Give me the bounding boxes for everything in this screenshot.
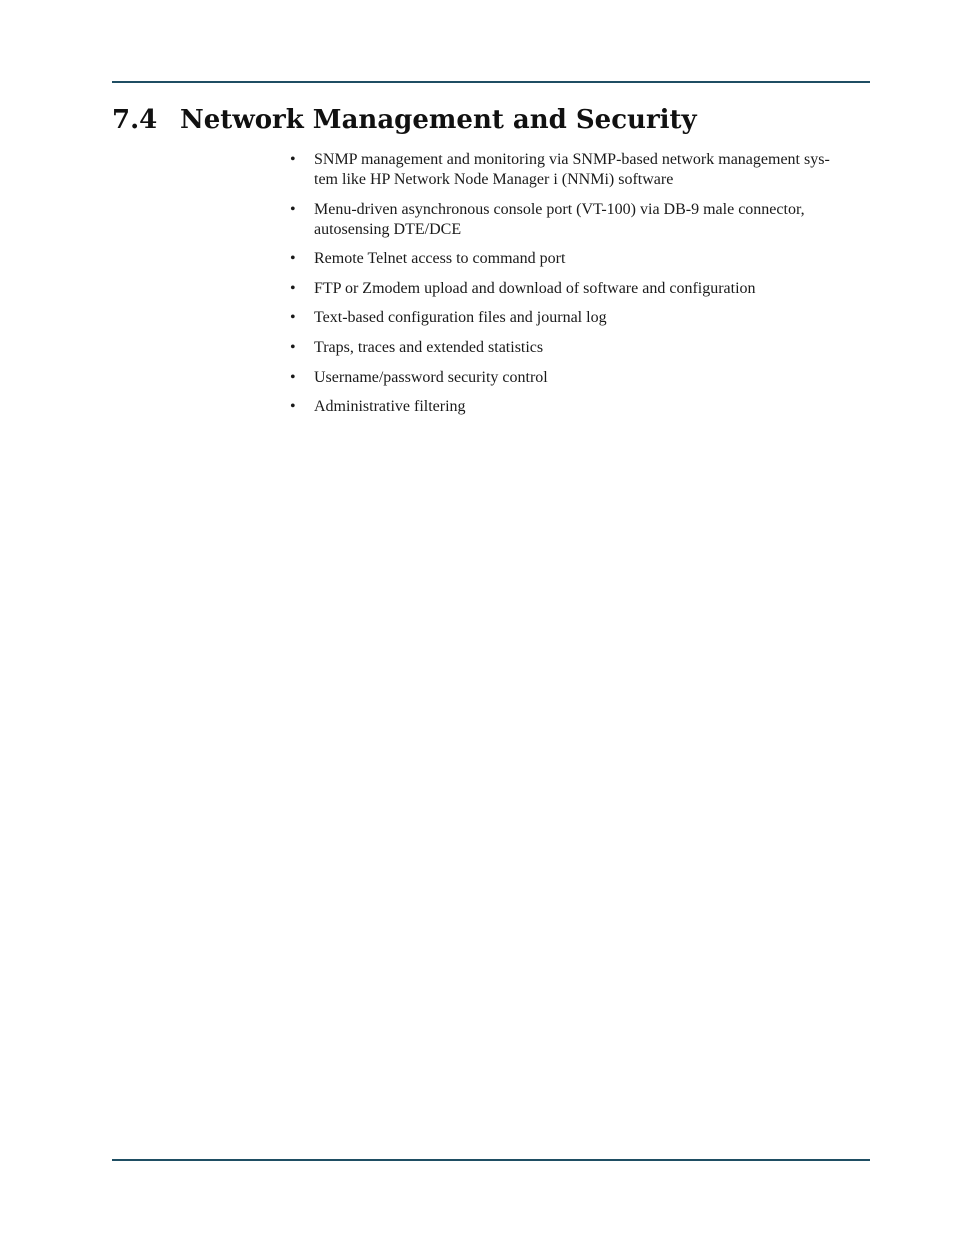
list-item-text: Username/password security control	[314, 368, 548, 386]
bullet-icon: •	[290, 200, 296, 218]
bullet-icon: •	[290, 279, 296, 297]
section-number: 7.4	[112, 105, 158, 135]
feature-list	[288, 150, 848, 427]
list-item-text: Text-based configuration files and journal log	[314, 309, 607, 327]
list-item-text: FTP or Zmodem upload and download of software and configuration	[314, 279, 756, 297]
bullet-icon: •	[290, 250, 296, 268]
list-item	[288, 308, 848, 328]
list-item	[288, 279, 848, 299]
list-item-text: Menu-driven asynchronous console port (VT-100) via DB-9 male connector, autosensing DTE/DCE	[314, 200, 805, 238]
bullet-icon: •	[290, 309, 296, 327]
list-item-text: SNMP management and monitoring via SNMP-based network management sys- tem like HP Network Node Manager i (NNMi) software	[314, 151, 830, 188]
section-title: Network Management and Security	[180, 105, 697, 135]
bullet-icon: •	[290, 338, 296, 356]
list-item-text: Traps, traces and extended statistics	[314, 338, 544, 356]
list-item-text: Remote Telnet access to command port	[314, 250, 566, 268]
bullet-icon: •	[290, 368, 296, 386]
bullet-icon: •	[290, 398, 296, 416]
bullet-icon: •	[290, 151, 296, 168]
list-item-text: Administrative filtering	[314, 398, 466, 416]
list-item	[288, 200, 848, 240]
list-item	[288, 338, 848, 358]
header-rule	[112, 81, 870, 83]
section-heading	[112, 100, 697, 140]
list-item	[288, 249, 848, 269]
footer-rule	[112, 1159, 870, 1161]
list-item	[288, 150, 848, 190]
list-item	[288, 368, 848, 388]
list-item	[288, 397, 848, 417]
